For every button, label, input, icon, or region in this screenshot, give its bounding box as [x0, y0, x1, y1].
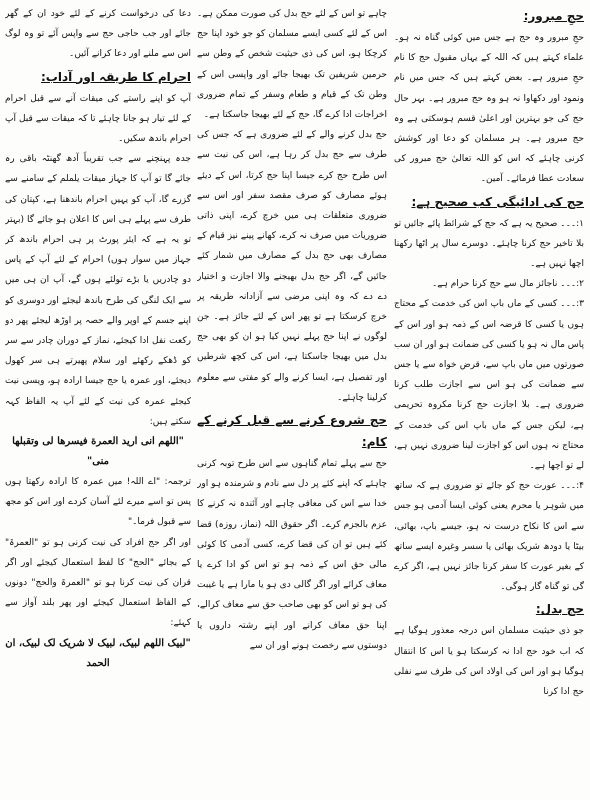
pre-hajj-tasks-paragraph: حج سے پہلے تمام گناہوں سے اس طرح توبہ کرنی چاہئے کہ اپنے کئے پر دل سے نادم و شرمندہ ہو اور خدا سے اس کی معافی چاہے اور آئندہ نہ کرنے کا عزم بالجزم کرے۔ اگر حقوق اللہ (نماز، روزہ) قضا کئے ہیں تو ان کی قضا کرے، کسی آدمی کا کوئی مالی حق اس کے ذمہ ہو تو اس کو ادا کرے یا معاف کرائے اور اگر گالی دی ہو یا مارا ہے یا غیبت کی ہو تو اس کو بھی صاحب حق سے معاف کرالے، اپنا حق معاف کرانے اور اپنے رشتہ داروں یا دوستوں سے رخصت ہونے اور ان سے — [197, 459, 387, 651]
dua-translation-paragraph: ترجمہ: "اے اللہ! میں عمرہ کا ارادہ رکھتا ہوں پس تو اسے میرے لئے آسان کردے اور اس کو مجھ سے قبول فرما۔" — [5, 477, 191, 528]
right-column — [394, 4, 584, 796]
left-column — [5, 4, 191, 796]
hajj-badal-continued-paragraph: چاہے تو اس کے لئے حج بدل کی صورت ممکن ہے۔ اس کے لئے کسی ایسے مسلمان کو جو خود اپنا حج کرچکا ہو، اس کی ذی حیثیت شخص کے وطن سے حرمین شریفین تک بھیجا جائے اور واپسی اس کے وطن تک کے قیام و طعام وسفر کے تمام ضروری اخراجات ادا کرے گا، حج کے لئے بھیجا جاسکتا ہے۔ — [197, 9, 387, 121]
umrah-intention-dua: "اللهم انی ارید العمرة فیسرها لی وتقبلها منی" — [12, 436, 184, 468]
hajj-mabroor-heading: حجِ مبرور: — [523, 9, 584, 23]
ihram-preparation-paragraph: آپ کو اپنے راستے کی میقات آنے سے قبل احرام کے لئے تیار ہو جانا چاہئے تا کہ میقات سے قبل آپ احرام باندھ سکیں۔ — [5, 93, 191, 145]
farewell-paragraph: دعا کی درخواست کرنے کے لئے خود ان کے گھر جائے اور جب حاجی حج سے واپس آئے تو وہ لوگ اس سے ملنے اور دعا کرانے آئیں۔ — [5, 9, 191, 60]
hajj-timing-point-3: ۳:۔۔۔ کسی کے ماں باپ اس کی خدمت کے محتاج ہوں یا کسی کا قرضہ اس کے ذمہ ہو اور اس کے پاس مال نہ ہو یا کسی کی ضمانت ہو اور ان سب صورتوں میں ماں باپ سے، قرض خواہ سے یا جس سے ضمانت کی ہو اس سے اجازت طلب کرنا ضروری ہے۔ بلا اجازت حج کرنا مکروہ تحریمی ہے، لیکن جس کے ماں باپ اس کی خدمت کے محتاج نہ ہوں اس کو اجازت لینا ضروری نہیں ہے، لے تو اچھا ہے۔ — [394, 299, 584, 472]
middle-column — [197, 4, 387, 796]
hajj-intention-paragraph: اور اگر حج افراد کی نیت کرنی ہو تو "العمرۃ" کے بجائے "الحج" کا لفظ استعمال کیجئے اور اگر قران کی نیت کرنا ہو تو "العمرۃ والحج" دونوں کے الفاظ استعمال کیجئے اور پھر بلند آواز سے کہئے: — [5, 537, 191, 629]
ihram-procedure-paragraph: جدہ پہنچنے سے جب تقریباً آدھ گھنٹہ باقی رہ جائے گا تو آپ کا جہاز میقات یلملم کے سامنے سے گزرے گا، آپ کو یہیں احرام باندھنا ہے، کپتان کی طرف سے پہلے ہی اس کا اعلان ہو جائے گا (بہتر تو یہ ہے کہ ایئر پورٹ پر ہی احرام باندھ کر جہاز میں سوار ہوں) احرام کے لئے آپ کے پاس دو چادریں یا بڑے تولئے ہوں گے، آپ ان ہی میں سے ایک لنگی کی طرح باندھ لیجئے اور دوسری کو اپنے جسم کے اوپر والے حصہ پر اوڑھ لیجئے پھر دو رکعت نفل ادا کیجئے، نماز کے دوران چادر سے سر کو ڈھکے رکھئے اور سلام پھیرتے ہی سر کھول دیجئے، اور عمرہ یا حج جیسا ارادہ ہو، ویسی نیت کیجئے عمرہ کی نیت کے لئے آپ یہ الفاظ کہہ سکتے ہیں: — [5, 154, 191, 427]
hajj-timing-point-2: ۲:۔۔۔ ناجائز مال سے حج کرنا حرام ہے۔ — [432, 279, 584, 290]
hajj-mabroor-paragraph: حجِ مبرور وہ حج ہے جس میں کوئی گناہ نہ ہو۔ علماء کہتے ہیں کہ اللہ کے یہاں مقبول حج کا نام حجِ مبرور ہے۔ بعض کہتے ہیں کہ جس میں نام ونمود اور دکھاوا نہ ہو وہ حج مبرور ہے۔ بہر حال حج کی جو بہترین اور اعلیٰ قسم ہوسکتی ہے وہ حج مبرور ہے۔ ہر مسلمان کو دعا اور کوشش کرنی چاہئے کہ اس کو اللہ تعالیٰ حج مبرور کی سعادت عطا فرمائے۔ آمین۔ — [394, 33, 584, 185]
talbiyah-text: "لبیک اللھم لبیک، لبیک لا شریک لک لبیک، ان الحمد — [5, 637, 191, 669]
hajj-badal-paragraph: جو ذی حیثیت مسلمان اس درجہ معذور ہوگیا ہے کہ اب خود حج ادا نہ کرسکتا ہو یا اس کا انتقال ہوگیا ہو اور اس کی اولاد اس کی طرف سے نفلی حج ادا کرنا — [394, 626, 584, 698]
hajj-timing-point-4: ۴:۔۔۔ عورت حج کو جائے تو ضروری ہے کہ ساتھ میں شوہر یا محرم یعنی کوئی ایسا آدمی ہو جس سے اس کا نکاح درست نہ ہو، جیسے باپ، بھائی، بیٹا یا دودھ شریک بھائی یا سسر وغیرہ ایسے ساتھ کے بغیر عورت کا سفر کرنا جائز نہیں ہے، اگر کرے گی تو گناہ گار ہوگی۔ — [394, 481, 584, 593]
pre-hajj-tasks-heading: حج شروع کرنے سے قبل کرنے کے کام: — [197, 413, 387, 450]
hajj-timing-heading: حج کی ادائیگی کب صحیح ہے: — [411, 194, 584, 209]
ihram-method-heading: احرام کا طریقہ اور آداب: — [41, 69, 191, 84]
hajj-timing-point-1: ۱:۔۔۔ صحیح یہ ہے کہ حج کے شرائط پائے جائیں تو بلا تاخیر حج کرنا چاہئے۔ دوسرے سال پر اٹھا رکھنا اچھا نہیں ہے۔ — [394, 218, 584, 270]
hajj-badal-rules-paragraph: حج بدل کرنے والے کے لئے ضروری ہے کہ جس کی طرف سے حج بدل کر رہا ہے، اس کی نیت سے اس طرح حج کرے جیسا اپنا حج کرتا، اس کے دیئے ہوئے مصارف کو صرف مقصد سفر اور اس سے ضروری متعلقات ہی میں خرچ کرے، اپنی ذاتی ضروریات میں صرف نہ کرے، کھانے پینے نیز قیام کے مصارف بھی حج بدل کے مصارف میں شمار کئے جائیں گے، اگر حج بدل بھیجنے والا اجازت و اختیار دے دے کہ وہ اپنی مرضی سے آزادانہ طریقہ پر خرچ کرسکتا ہے تو پھر اس کے لئے جائز ہے۔ جن لوگوں نے اپنا حج پہلے نہیں کیا ہو ان کو بھی حج بدل میں بھیجا جاسکتا ہے، اس کی کچھ شرطیں اور تفصیل ہے، ایسا کرنے والے کو مفتی سے معلوم کرلینا چاہئے۔ — [197, 130, 387, 403]
hajj-badal-heading: حج بدل: — [535, 602, 584, 617]
